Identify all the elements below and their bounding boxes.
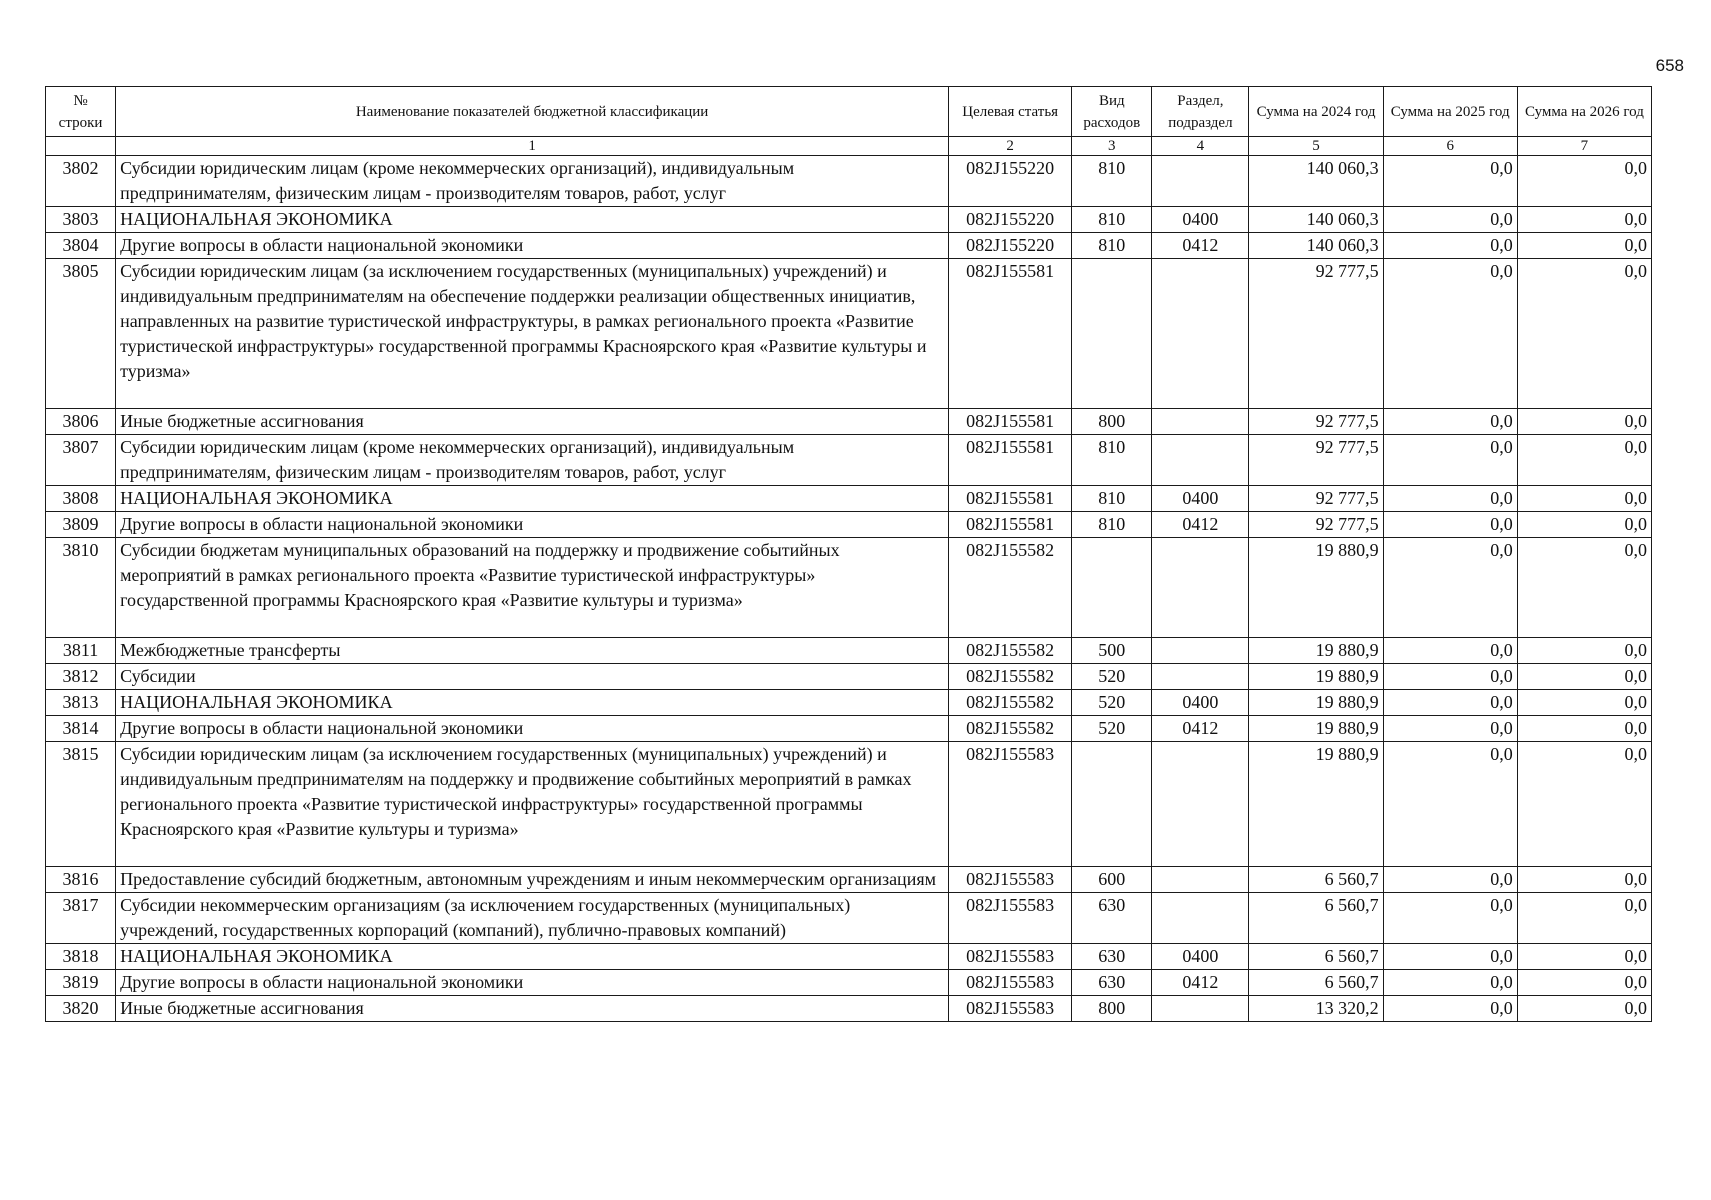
row-name: Иные бюджетные ассигнования [116, 409, 949, 435]
sum-2024: 6 560,7 [1249, 893, 1383, 944]
expense-type [1072, 259, 1152, 409]
section-code [1152, 538, 1249, 638]
header-name: Наименование показателей бюджетной классификации [116, 87, 949, 137]
sum-2026: 0,0 [1517, 207, 1651, 233]
expense-type: 630 [1072, 970, 1152, 996]
target-code: 082J155583 [949, 893, 1072, 944]
row-name: Субсидии юридическим лицам (за исключением государственных (муниципальных) учреждений) и индивидуальным предпринимателям на поддержку и продвижение событийных мероприятий в рамках регионального проекта «Развитие туристической инфраструктуры» государственной программы Красноярского края «Развитие культуры и туризма» [116, 742, 949, 867]
row-number: 3819 [46, 970, 116, 996]
expense-type: 810 [1072, 512, 1152, 538]
header-sum-2024: Сумма на 2024 год [1249, 87, 1383, 137]
target-code: 082J155220 [949, 233, 1072, 259]
row-number: 3805 [46, 259, 116, 409]
target-code: 082J155582 [949, 638, 1072, 664]
row-name: Другие вопросы в области национальной экономики [116, 716, 949, 742]
sum-2024: 140 060,3 [1249, 156, 1383, 207]
section-code: 0400 [1152, 486, 1249, 512]
sum-2026: 0,0 [1517, 233, 1651, 259]
sum-2026: 0,0 [1517, 259, 1651, 409]
row-number: 3809 [46, 512, 116, 538]
sum-2024: 6 560,7 [1249, 867, 1383, 893]
sum-2024: 140 060,3 [1249, 207, 1383, 233]
row-number: 3802 [46, 156, 116, 207]
sum-2026: 0,0 [1517, 512, 1651, 538]
sum-2024: 92 777,5 [1249, 259, 1383, 409]
target-code: 082J155583 [949, 742, 1072, 867]
sum-2026: 0,0 [1517, 409, 1651, 435]
sum-2024: 19 880,9 [1249, 742, 1383, 867]
sum-2026: 0,0 [1517, 867, 1651, 893]
sum-2024: 13 320,2 [1249, 996, 1383, 1022]
row-number: 3817 [46, 893, 116, 944]
expense-type: 630 [1072, 944, 1152, 970]
table-row [46, 486, 1652, 512]
section-code [1152, 409, 1249, 435]
target-code: 082J155583 [949, 867, 1072, 893]
expense-type: 810 [1072, 156, 1152, 207]
header-type: Вид расходов [1072, 87, 1152, 137]
expense-type: 810 [1072, 233, 1152, 259]
budget-table [45, 86, 1652, 1022]
table-row [46, 996, 1652, 1022]
column-numbers-row [46, 137, 1652, 156]
target-code: 082J155582 [949, 538, 1072, 638]
table-row [46, 538, 1652, 638]
header-sum-2025: Сумма на 2025 год [1383, 87, 1517, 137]
sum-2025: 0,0 [1383, 638, 1517, 664]
expense-type: 600 [1072, 867, 1152, 893]
sum-2025: 0,0 [1383, 664, 1517, 690]
section-code: 0400 [1152, 944, 1249, 970]
section-code: 0412 [1152, 716, 1249, 742]
sum-2024: 92 777,5 [1249, 409, 1383, 435]
section-code: 0400 [1152, 690, 1249, 716]
sum-2026: 0,0 [1517, 435, 1651, 486]
row-name: НАЦИОНАЛЬНАЯ ЭКОНОМИКА [116, 207, 949, 233]
sum-2026: 0,0 [1517, 690, 1651, 716]
sum-2024: 19 880,9 [1249, 664, 1383, 690]
section-code: 0400 [1152, 207, 1249, 233]
sum-2025: 0,0 [1383, 893, 1517, 944]
column-number: 1 [116, 137, 949, 156]
expense-type: 810 [1072, 486, 1152, 512]
target-code: 082J155582 [949, 690, 1072, 716]
section-code [1152, 259, 1249, 409]
sum-2026: 0,0 [1517, 664, 1651, 690]
section-code [1152, 996, 1249, 1022]
sum-2025: 0,0 [1383, 690, 1517, 716]
section-code: 0412 [1152, 970, 1249, 996]
table-row [46, 435, 1652, 486]
header-target: Целевая статья [949, 87, 1072, 137]
sum-2024: 6 560,7 [1249, 970, 1383, 996]
table-row [46, 207, 1652, 233]
row-number: 3820 [46, 996, 116, 1022]
column-number [46, 137, 116, 156]
row-name: Субсидии юридическим лицам (кроме некоммерческих организаций), индивидуальным предпринимателям, физическим лицам - производителям товаров, работ, услуг [116, 156, 949, 207]
target-code: 082J155582 [949, 716, 1072, 742]
sum-2024: 92 777,5 [1249, 512, 1383, 538]
row-number: 3808 [46, 486, 116, 512]
expense-type: 810 [1072, 207, 1152, 233]
row-number: 3811 [46, 638, 116, 664]
row-name: Предоставление субсидий бюджетным, автономным учреждениям и иным некоммерческим организациям [116, 867, 949, 893]
table-row [46, 409, 1652, 435]
table-row [46, 970, 1652, 996]
target-code: 082J155220 [949, 156, 1072, 207]
sum-2026: 0,0 [1517, 742, 1651, 867]
row-name: Другие вопросы в области национальной экономики [116, 970, 949, 996]
row-number: 3815 [46, 742, 116, 867]
section-code: 0412 [1152, 512, 1249, 538]
row-number: 3813 [46, 690, 116, 716]
row-name: Субсидии некоммерческим организациям (за исключением государственных (муниципальных) учреждений, государственных корпораций (компаний), публично-правовых компаний) [116, 893, 949, 944]
table-row [46, 512, 1652, 538]
sum-2025: 0,0 [1383, 742, 1517, 867]
expense-type [1072, 742, 1152, 867]
column-number: 2 [949, 137, 1072, 156]
expense-type: 500 [1072, 638, 1152, 664]
row-name: НАЦИОНАЛЬНАЯ ЭКОНОМИКА [116, 944, 949, 970]
column-number: 7 [1517, 137, 1651, 156]
table-row [46, 233, 1652, 259]
sum-2026: 0,0 [1517, 486, 1651, 512]
target-code: 082J155581 [949, 409, 1072, 435]
row-name: Субсидии юридическим лицам (кроме некоммерческих организаций), индивидуальным предпринимателям, физическим лицам - производителям товаров, работ, услуг [116, 435, 949, 486]
row-number: 3807 [46, 435, 116, 486]
row-number: 3814 [46, 716, 116, 742]
table-row [46, 690, 1652, 716]
row-name: Межбюджетные трансферты [116, 638, 949, 664]
row-number: 3810 [46, 538, 116, 638]
sum-2025: 0,0 [1383, 207, 1517, 233]
target-code: 082J155583 [949, 944, 1072, 970]
sum-2024: 19 880,9 [1249, 690, 1383, 716]
row-number: 3816 [46, 867, 116, 893]
sum-2026: 0,0 [1517, 716, 1651, 742]
sum-2025: 0,0 [1383, 156, 1517, 207]
section-code [1152, 742, 1249, 867]
section-code [1152, 893, 1249, 944]
sum-2026: 0,0 [1517, 996, 1651, 1022]
target-code: 082J155583 [949, 996, 1072, 1022]
sum-2024: 140 060,3 [1249, 233, 1383, 259]
sum-2024: 6 560,7 [1249, 944, 1383, 970]
column-number: 4 [1152, 137, 1249, 156]
target-code: 082J155220 [949, 207, 1072, 233]
sum-2025: 0,0 [1383, 512, 1517, 538]
sum-2025: 0,0 [1383, 970, 1517, 996]
page-number: 658 [1655, 56, 1684, 75]
section-code [1152, 435, 1249, 486]
sum-2025: 0,0 [1383, 867, 1517, 893]
sum-2026: 0,0 [1517, 538, 1651, 638]
column-number: 3 [1072, 137, 1152, 156]
sum-2026: 0,0 [1517, 893, 1651, 944]
table-row [46, 156, 1652, 207]
sum-2024: 19 880,9 [1249, 638, 1383, 664]
sum-2024: 92 777,5 [1249, 486, 1383, 512]
header-section: Раздел, подраздел [1152, 87, 1249, 137]
table-row [46, 259, 1652, 409]
expense-type [1072, 538, 1152, 638]
sum-2025: 0,0 [1383, 486, 1517, 512]
table-row [46, 638, 1652, 664]
row-number: 3806 [46, 409, 116, 435]
target-code: 082J155583 [949, 970, 1072, 996]
expense-type: 520 [1072, 716, 1152, 742]
row-number: 3803 [46, 207, 116, 233]
table-row [46, 716, 1652, 742]
row-number: 3804 [46, 233, 116, 259]
target-code: 082J155581 [949, 259, 1072, 409]
expense-type: 800 [1072, 409, 1152, 435]
sum-2026: 0,0 [1517, 944, 1651, 970]
header-row-no: № строки [46, 87, 116, 137]
target-code: 082J155581 [949, 486, 1072, 512]
sum-2025: 0,0 [1383, 944, 1517, 970]
row-number: 3812 [46, 664, 116, 690]
row-name: Субсидии бюджетам муниципальных образований на поддержку и продвижение событийных мероприятий в рамках регионального проекта «Развитие туристической инфраструктуры» государственной программы Красноярского края «Развитие культуры и туризма» [116, 538, 949, 638]
table-row [46, 742, 1652, 867]
column-number: 5 [1249, 137, 1383, 156]
section-code: 0412 [1152, 233, 1249, 259]
row-name: Другие вопросы в области национальной экономики [116, 233, 949, 259]
expense-type: 630 [1072, 893, 1152, 944]
row-number: 3818 [46, 944, 116, 970]
sum-2026: 0,0 [1517, 156, 1651, 207]
row-name: Субсидии юридическим лицам (за исключением государственных (муниципальных) учреждений) и индивидуальным предпринимателям на обеспечение поддержки реализации общественных инициатив, направленных на развитие туристической инфраструктуры, в рамках регионального проекта «Развитие туристической инфраструктуры» государственной программы Красноярского края «Развитие культуры и туризма» [116, 259, 949, 409]
row-name: НАЦИОНАЛЬНАЯ ЭКОНОМИКА [116, 690, 949, 716]
sum-2025: 0,0 [1383, 538, 1517, 638]
sum-2024: 92 777,5 [1249, 435, 1383, 486]
sum-2025: 0,0 [1383, 233, 1517, 259]
sum-2024: 19 880,9 [1249, 538, 1383, 638]
expense-type: 810 [1072, 435, 1152, 486]
row-name: Субсидии [116, 664, 949, 690]
sum-2025: 0,0 [1383, 716, 1517, 742]
section-code [1152, 156, 1249, 207]
sum-2026: 0,0 [1517, 970, 1651, 996]
header-sum-2026: Сумма на 2026 год [1517, 87, 1651, 137]
expense-type: 800 [1072, 996, 1152, 1022]
expense-type: 520 [1072, 690, 1152, 716]
section-code [1152, 867, 1249, 893]
target-code: 082J155581 [949, 435, 1072, 486]
table-row [46, 893, 1652, 944]
sum-2025: 0,0 [1383, 409, 1517, 435]
table-row [46, 664, 1652, 690]
column-number: 6 [1383, 137, 1517, 156]
expense-type: 520 [1072, 664, 1152, 690]
sum-2025: 0,0 [1383, 996, 1517, 1022]
sum-2025: 0,0 [1383, 259, 1517, 409]
table-row [46, 867, 1652, 893]
row-name: Другие вопросы в области национальной экономики [116, 512, 949, 538]
row-name: Иные бюджетные ассигнования [116, 996, 949, 1022]
target-code: 082J155581 [949, 512, 1072, 538]
sum-2024: 19 880,9 [1249, 716, 1383, 742]
section-code [1152, 664, 1249, 690]
row-name: НАЦИОНАЛЬНАЯ ЭКОНОМИКА [116, 486, 949, 512]
table-row [46, 944, 1652, 970]
sum-2025: 0,0 [1383, 435, 1517, 486]
section-code [1152, 638, 1249, 664]
sum-2026: 0,0 [1517, 638, 1651, 664]
target-code: 082J155582 [949, 664, 1072, 690]
